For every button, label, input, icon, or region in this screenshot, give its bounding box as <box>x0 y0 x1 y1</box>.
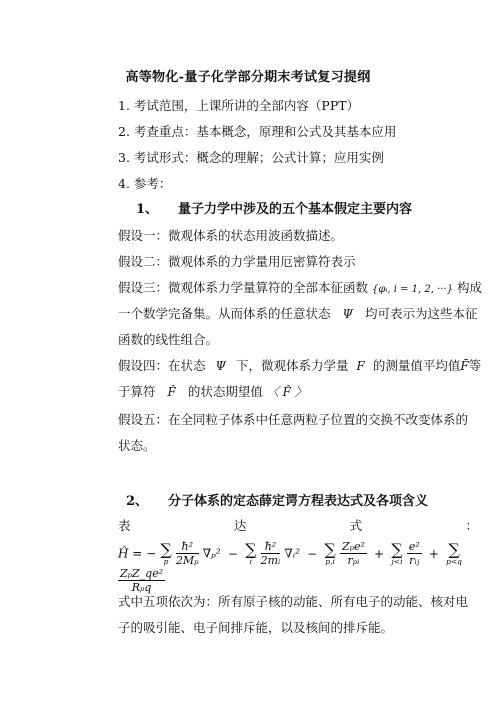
fraction-term <box>407 540 422 567</box>
operator-sign: + <box>374 546 385 561</box>
sum-index: j<i <box>391 556 403 566</box>
list-item <box>118 96 359 114</box>
sum-index: p,i <box>325 556 335 566</box>
operator-sign: + <box>428 546 439 561</box>
eigenfunction-set: {φᵢ, i = 1, 2, ···} <box>372 284 454 295</box>
postulate-5-cont: 状态。 <box>118 438 156 453</box>
numerator: e² <box>408 540 420 553</box>
numerator: ħ² <box>261 540 281 554</box>
text-run: 一个数学完备集。从而体系的任意状态 <box>118 306 331 321</box>
text-run: 于算符 <box>118 384 156 399</box>
postulate-3-cont <box>118 304 478 322</box>
sum-sign: ∑ j<i <box>391 539 403 566</box>
list-item <box>118 174 171 192</box>
sum-sign: ∑ p<q <box>446 539 462 566</box>
laplacian: ∇ₚ² <box>202 546 221 561</box>
f-hat-symbol: F̂ <box>167 385 176 399</box>
text-run: 下，微观体系力学量 <box>236 358 349 373</box>
psi-symbol: Ψ <box>215 359 227 373</box>
sum-sign: ∑ p,i <box>324 539 336 566</box>
expression-label <box>118 516 478 534</box>
text-run: 假设三：微观体系力学量算符的全部本征函数 <box>118 280 369 295</box>
expectation-value: 〈 F̂ 〉 <box>266 385 307 399</box>
item-text: 考试范围，上课所讲的全部内容（PPT） <box>133 98 360 113</box>
postulate-2: 假设二：微观体系的力学量用厄密算符表示 <box>118 254 356 269</box>
section-title: 分子体系的定态薛定谔方程表达式及各项含义 <box>168 494 429 509</box>
denominator: rₚᵢ <box>347 554 360 567</box>
numerator: ZₚZ_qe² <box>120 567 164 580</box>
text-run: 假设四：在状态 <box>118 358 206 373</box>
fraction-term <box>340 540 367 567</box>
item-number: 2. <box>118 124 130 139</box>
denominator: rᵢⱼ <box>409 554 420 567</box>
sum-index: p<q <box>446 556 462 566</box>
postulate-3 <box>118 278 482 296</box>
formula-lhs: Ĥ = − <box>118 546 157 561</box>
item-text: 考查重点：基本概念，原理和公式及其基本应用 <box>133 124 397 139</box>
fraction-term <box>176 540 199 567</box>
section-number: 1、 <box>136 202 159 217</box>
f-symbol: F <box>356 359 365 373</box>
label-char: ： <box>465 518 478 533</box>
item-number: 1. <box>118 98 130 113</box>
laplacian: ∇ᵢ² <box>284 546 301 561</box>
label-char: 达 <box>233 518 247 533</box>
denominator: 2Mₚ <box>175 554 199 567</box>
denominator: 2mᵢ <box>260 554 281 567</box>
denominator: Rₚq <box>131 581 152 594</box>
sum-index: p <box>163 556 169 566</box>
postulate-3-end: 函数的线性组合。 <box>118 332 219 347</box>
psi-symbol: Ψ <box>342 307 354 321</box>
text-run: 等 <box>468 358 482 373</box>
text-run: 构成 <box>457 280 483 295</box>
list-item <box>118 122 396 140</box>
hamiltonian-formula <box>118 539 478 594</box>
document-title: 高等物化-量子化学部分期末考试复习提纲 <box>125 70 371 85</box>
fraction-term <box>261 540 281 567</box>
list-item <box>118 148 384 166</box>
numerator: Zₚe² <box>341 540 365 553</box>
sum-index: i <box>249 556 252 566</box>
operator-sign: − <box>227 546 238 561</box>
text-run: 均可表示为这些本征 <box>365 306 478 321</box>
operator-sign: − <box>307 546 318 561</box>
text-run: 的状态期望值 <box>187 384 263 399</box>
sum-sign: ∑ i <box>245 539 257 566</box>
label-char: 式 <box>349 518 363 533</box>
f-bar-symbol: F̄ <box>460 359 469 373</box>
explanation-line: 子的吸引能、电子间排斥能，以及核间的排斥能。 <box>118 620 394 635</box>
numerator: ħ² <box>176 540 199 554</box>
section-title: 量子力学中涉及的五个基本假定主要内容 <box>178 202 413 217</box>
postulate-4-cont <box>118 382 307 400</box>
section-heading <box>136 198 412 217</box>
postulate-1: 假设一：微观体系的状态用波函数描述。 <box>118 228 344 243</box>
section-heading <box>126 490 428 509</box>
fraction-term <box>118 567 165 594</box>
item-number: 3. <box>118 150 130 165</box>
postulate-4 <box>118 356 481 374</box>
item-text: 考试形式：概念的理解；公式计算；应用实例 <box>133 150 384 165</box>
postulate-5: 假设五：在全同粒子体系中任意两粒子位置的交换不改变体系的 <box>118 412 469 427</box>
label-char: 表 <box>118 518 131 533</box>
item-number: 4. <box>118 176 130 191</box>
item-text: 参考： <box>133 176 172 191</box>
explanation-line: 式中五项依次为：所有原子核的动能、所有电子的动能、核对电 <box>118 594 469 609</box>
section-number: 2、 <box>126 494 149 509</box>
text-run: 的测量值平均值 <box>372 358 461 373</box>
sum-sign: ∑ p <box>160 539 172 566</box>
